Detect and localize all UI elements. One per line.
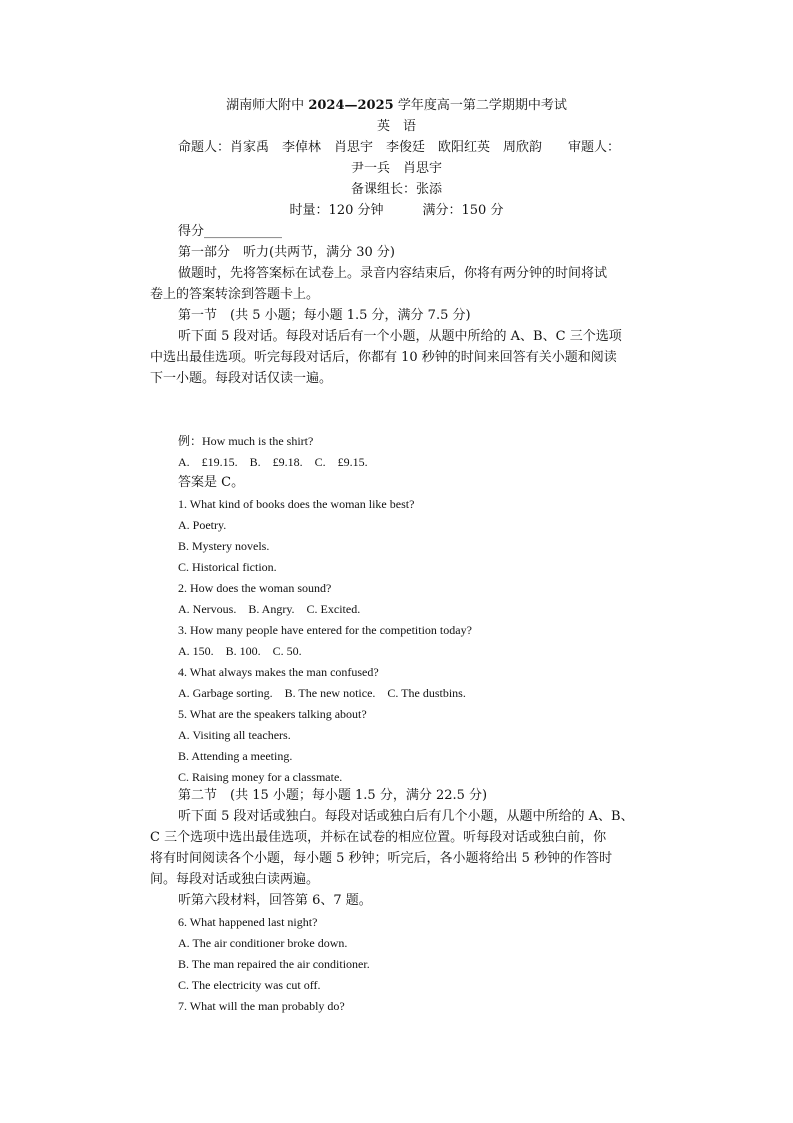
question-1-option-a: A. Poetry. [178,518,227,532]
example-answer: 答案是 C。 [178,475,245,490]
section2-instruction-b: C 三个选项中选出最佳选项，并标在试卷的相应位置。听每段对话或独白前，你 [150,830,607,845]
authors-line-2: 尹一兵 肖思宇 [350,161,442,176]
part1-instruction-a: 做题时，先将答案标在试卷上。录音内容结束后，你将有两分钟的时间将试 [178,266,608,281]
question-4: 4. What always makes the man confused? [178,665,379,679]
question-5-option-c: C. Raising money for a classmate. [178,770,343,784]
question-1: 1. What kind of books does the woman like best? [178,497,415,511]
section1-instruction-b: 中选出最佳选项。听完每段对话后，你都有 10 秒钟的时间来回答有关小题和阅读 [150,350,617,365]
section1-instruction-c: 下一小题。每段对话仅读一遍。 [150,371,333,386]
question-1-option-c: C. Historical fiction. [178,560,277,574]
example-options: A. £19.15. B. £9.18. C. £9.15. [178,455,368,469]
group-leader: 备课组长：张添 [350,182,442,197]
exam-title: 湖南师大附中 2024—2025 学年度高一第二学期期中考试 [226,98,567,113]
question-3: 3. How many people have entered for the competition today? [178,623,472,637]
question-7: 7. What will the man probably do? [178,999,345,1013]
question-1-option-b: B. Mystery novels. [178,539,270,553]
section2-instruction-c: 将有时间阅读各个小题，每小题 5 秒钟；听完后，各小题将给出 5 秒钟的作答时 [150,851,613,866]
question-2: 2. How does the woman sound? [178,581,332,595]
part1-instruction-b: 卷上的答案转涂到答题卡上。 [150,287,320,302]
section2-instruction-d: 间。每段对话或独白读两遍。 [150,872,320,887]
question-6-option-a: A. The air conditioner broke down. [178,936,348,950]
subject-title: 英 语 [376,119,416,134]
question-2-options: A. Nervous. B. Angry. C. Excited. [178,602,361,616]
question-3-options: A. 150. B. 100. C. 50. [178,644,302,658]
question-5: 5. What are the speakers talking about? [178,707,367,721]
section2-title: 第二节 (共 15 小题；每小题 1.5 分，满分 22.5 分) [178,788,488,803]
score-field: 得分____________ [178,224,283,239]
question-5-option-a: A. Visiting all teachers. [178,728,291,742]
example-question: 例：How much is the shirt? [178,434,314,448]
question-5-option-b: B. Attending a meeting. [178,749,293,763]
section1-instruction-a: 听下面 5 段对话。每段对话后有一个小题，从题中所给的 A、B、C 三个选项 [178,329,622,344]
part1-title: 第一部分 听力(共两节，满分 30 分) [178,245,395,260]
section1-title: 第一节 (共 5 小题；每小题 1.5 分，满分 7.5 分) [178,308,471,323]
question-4-options: A. Garbage sorting. B. The new notice. C. The dustbins. [178,686,466,700]
question-6: 6. What happened last night? [178,915,318,929]
question-6-option-b: B. The man repaired the air conditioner. [178,957,370,971]
section2-instruction-a: 听下面 5 段对话或独白。每段对话或独白后有几个小题，从题中所给的 A、B、 [178,809,634,824]
material-6-heading: 听第六段材料，回答第 6、7 题。 [178,893,372,908]
question-6-option-c: C. The electricity was cut off. [178,978,321,992]
time-and-score: 时量：120 分钟 满分：150 分 [289,203,504,218]
authors-line-1: 命题人：肖家禹 李倬林 肖思宇 李俊廷 欧阳红英 周欣韵 审题人： [178,140,621,155]
